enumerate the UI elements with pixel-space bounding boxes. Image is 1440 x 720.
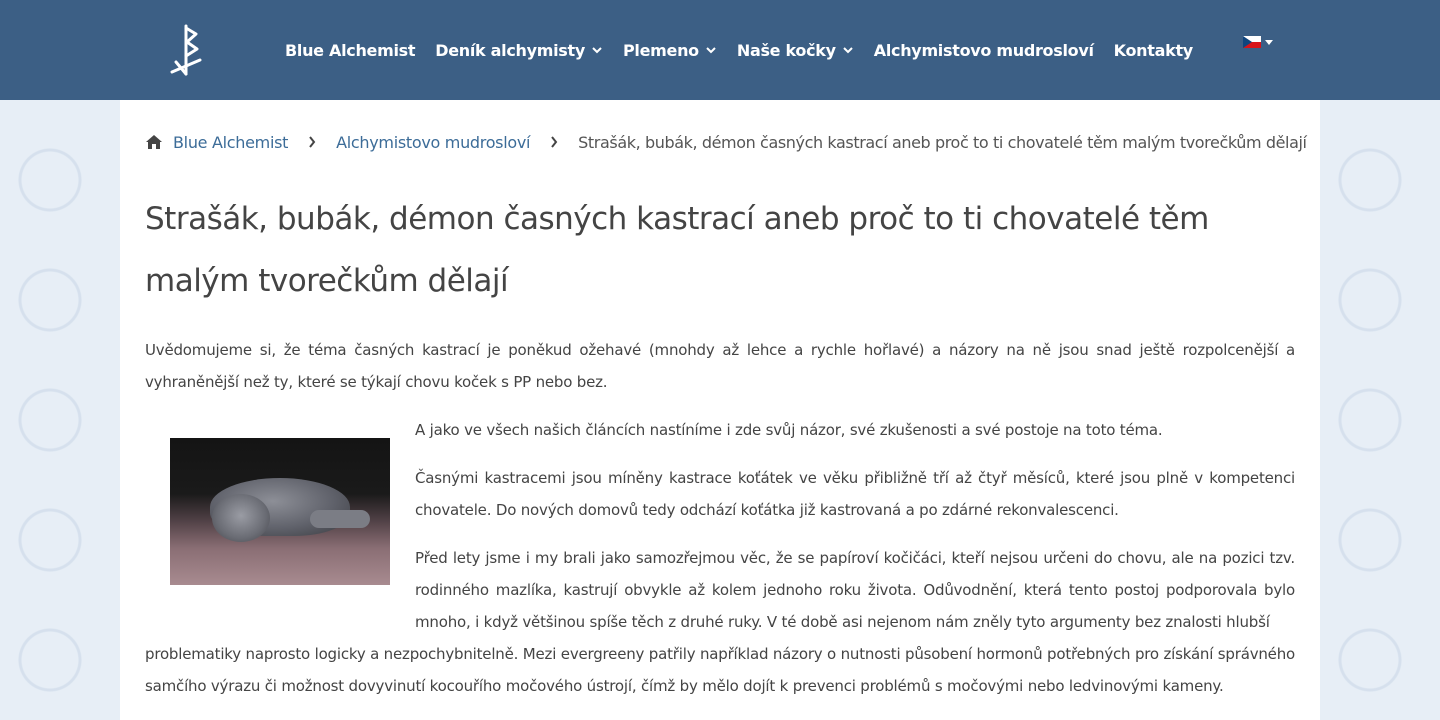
breadcrumb — [145, 130, 1307, 154]
chevron-down-icon — [591, 44, 603, 56]
nav-nase-kocky[interactable] — [737, 41, 854, 60]
chevron-down-icon — [842, 44, 854, 56]
nav-denik-alchymisty[interactable] — [435, 41, 603, 60]
article-paragraph: problematiky naprosto logicky a nezpochybnitelně. Mezi evergreeny patřily například názory o nutnosti působení hormonů potřebných pro získání správného samčího výrazu či možnost dovyvinutí kocouřího močového ústrojí, čímž by mělo dojít k prevenci problémů s močovými nebo ledvinovými kameny. — [145, 645, 1295, 695]
nav-label: Alchymistovo mudrosloví — [873, 40, 1094, 60]
site-header — [0, 0, 1440, 100]
article-paragraph: Uvědomujeme si, že téma časných kastrací je poněkud ožehavé (mnohdy až lehce a rychle hořlavé) a názory na ně jsou snad ještě rozpolcenější a vyhraněnější než ty, které se týkají chovu koček s PP nebo bez. — [145, 341, 1295, 391]
sleeping-kitten-image — [170, 438, 390, 585]
nav-plemeno[interactable] — [623, 41, 717, 60]
breadcrumb-link-section[interactable]: Alchymistovo mudrosloví — [336, 132, 531, 152]
caret-down-icon — [1265, 40, 1273, 45]
nav-kontakty[interactable] — [1114, 41, 1193, 60]
language-switcher[interactable] — [1243, 36, 1273, 48]
home-icon[interactable] — [145, 134, 163, 150]
article-paragraph: A jako ve všech našich článcích nastíníme i zde svůj názor, své zkušenosti a své postoje na toto téma. — [415, 421, 1163, 439]
nav-alchymistovo-mudroslovi[interactable] — [874, 41, 1094, 60]
breadcrumb-link-home[interactable]: Blue Alchemist — [173, 132, 289, 152]
article-container — [120, 100, 1320, 720]
breadcrumb-current: Strašák, bubák, démon časných kastrací aneb proč to ti chovatelé těm malým tvorečkům dělají — [578, 132, 1307, 152]
chevron-right-icon — [308, 136, 316, 148]
cz-flag-icon — [1243, 36, 1261, 48]
chevron-down-icon — [705, 44, 717, 56]
page-title: Strašák, bubák, démon časných kastrací aneb proč to ti chovatelé těm malým tvorečkům dělají — [145, 201, 1209, 299]
main-nav — [285, 0, 1193, 100]
nav-label: Deník alchymisty — [435, 40, 585, 60]
chevron-right-icon — [550, 136, 558, 148]
article-paragraph: Před lety jsme i my brali jako samozřejmou věc, že se papíroví kočičáci, kteří nejsou určeni do chovu, ale na pozici tzv. rodinného mazlíka, kastrují obvykle až kolem jednoho roku života. Odůvodnění, která tento postoj podporovala bylo mnoho, i když většinou spíše těch z druhé ruky. V té době asi nejenom nám zněly tyto argumenty bez znalosti hlubší — [415, 549, 1295, 631]
article-paragraph: Časnými kastracemi jsou míněny kastrace koťátek ve věku přibližně tří až čtyř měsíců, které jsou plně v kompetenci chovatele. Do nových domovů tedy odchází koťátka již kastrovaná a po zdárné rekonvalescenci. — [415, 469, 1295, 519]
nav-label: Plemeno — [622, 40, 699, 60]
nav-label: Blue Alchemist — [285, 40, 416, 60]
alchemist-rune-logo[interactable] — [166, 22, 206, 78]
nav-label: Kontakty — [1113, 40, 1193, 60]
nav-label: Naše kočky — [736, 40, 836, 60]
nav-blue-alchemist[interactable] — [285, 41, 415, 60]
